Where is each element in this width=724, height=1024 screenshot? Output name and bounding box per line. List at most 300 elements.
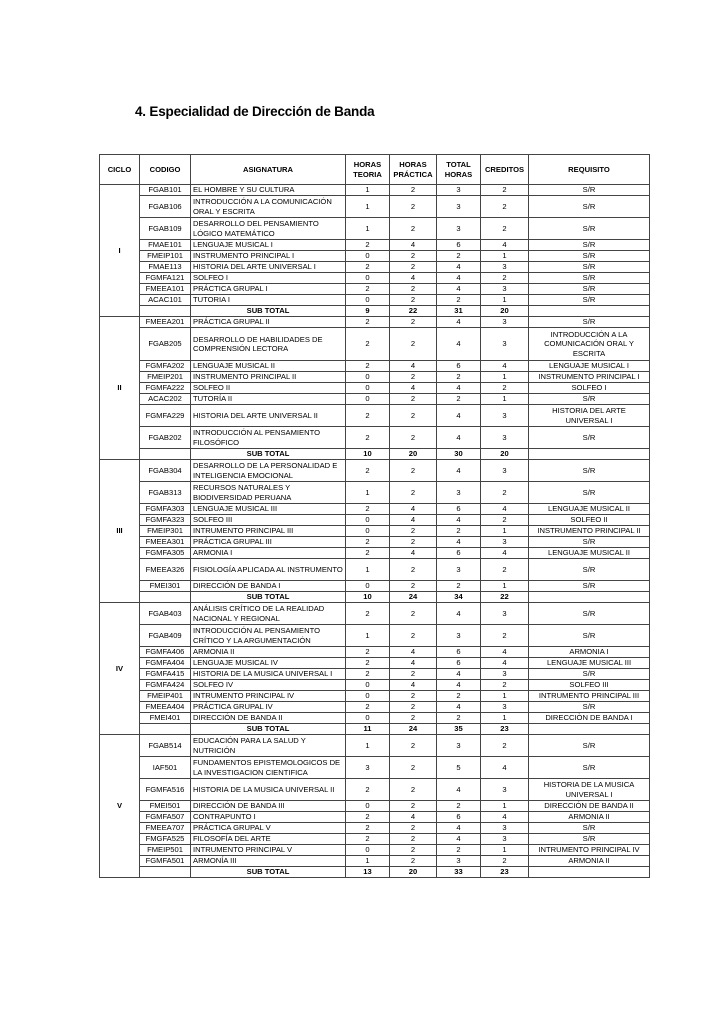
horas-practica-cell: 2 [390,834,437,845]
table-row [100,515,650,526]
horas-practica-cell: 2 [390,801,437,812]
horas-practica-cell: 2 [390,427,437,449]
table-row [100,361,650,372]
asignatura-cell: INTRUMENTO PRINCIPAL III [191,526,346,537]
creditos-cell: 3 [481,702,529,713]
horas-teoria-cell: 0 [346,713,390,724]
total-horas-cell: 4 [437,383,481,394]
horas-teoria-cell: 2 [346,812,390,823]
horas-practica-cell: 2 [390,779,437,801]
requisito-cell: S/R [529,757,650,779]
table-row [100,295,650,306]
table-row [100,262,650,273]
horas-practica-cell: 4 [390,383,437,394]
requisito-cell: S/R [529,262,650,273]
ciclo-cell: II [100,317,140,460]
creditos-cell: 4 [481,504,529,515]
total-horas-cell: 6 [437,647,481,658]
codigo-cell: FGMFA229 [140,405,191,427]
horas-teoria-cell: 2 [346,548,390,559]
requisito-cell: HISTORIA DEL ARTE UNIVERSAL I [529,405,650,427]
horas-teoria-cell: 0 [346,295,390,306]
creditos-cell: 2 [481,273,529,284]
horas-teoria-cell: 2 [346,603,390,625]
subtotal-row [100,306,650,317]
creditos-cell: 3 [481,405,529,427]
codigo-cell: FMEEA404 [140,702,191,713]
codigo-cell: FGMFA121 [140,273,191,284]
subtotal-horas-teoria: 10 [346,592,390,603]
codigo-cell: FGMFA222 [140,383,191,394]
subtotal-row [100,449,650,460]
asignatura-cell: PRÁCTICA GRUPAL IV [191,702,346,713]
table-row [100,427,650,449]
horas-practica-cell: 2 [390,394,437,405]
subtotal-total-horas: 31 [437,306,481,317]
horas-teoria-cell: 2 [346,361,390,372]
total-horas-cell: 3 [437,218,481,240]
asignatura-cell: FUNDAMENTOS EPISTEMOLOGICOS DE LA INVESTIGACION CIENTIFICA [191,757,346,779]
creditos-cell: 2 [481,185,529,196]
horas-teoria-cell: 3 [346,757,390,779]
codigo-cell: FMEIP401 [140,691,191,702]
asignatura-cell: LENGUAJE MUSICAL I [191,240,346,251]
horas-teoria-cell: 1 [346,735,390,757]
asignatura-cell: HISTORIA DEL ARTE UNIVERSAL I [191,262,346,273]
codigo-cell: ACAC202 [140,394,191,405]
total-horas-cell: 4 [437,702,481,713]
asignatura-cell: TUTORÍA II [191,394,346,405]
total-horas-cell: 4 [437,262,481,273]
total-horas-cell: 4 [437,460,481,482]
creditos-cell: 2 [481,559,529,581]
table-row [100,812,650,823]
creditos-cell: 1 [481,713,529,724]
subtotal-horas-teoria: 13 [346,867,390,878]
horas-teoria-cell: 2 [346,284,390,295]
subtotal-requisito-cell [529,724,650,735]
codigo-cell: FGMFA404 [140,658,191,669]
codigo-cell: FMEI301 [140,581,191,592]
requisito-cell: S/R [529,581,650,592]
creditos-cell: 4 [481,240,529,251]
total-horas-cell: 4 [437,537,481,548]
asignatura-cell: CONTRAPUNTO I [191,812,346,823]
horas-practica-cell: 2 [390,317,437,328]
codigo-cell: FMAE101 [140,240,191,251]
header-ciclo: CICLO [100,155,140,185]
horas-practica-cell: 2 [390,196,437,218]
codigo-cell: FMEI501 [140,801,191,812]
table-row [100,196,650,218]
codigo-cell: FGAB514 [140,735,191,757]
table-row [100,647,650,658]
horas-practica-cell: 2 [390,581,437,592]
horas-teoria-cell: 2 [346,328,390,361]
horas-practica-cell: 2 [390,405,437,427]
horas-practica-cell: 2 [390,603,437,625]
total-horas-cell: 2 [437,251,481,262]
requisito-cell: ARMONIA II [529,856,650,867]
asignatura-cell: DESARROLLO DEL PENSAMIENTO LÓGICO MATEMÁTICO [191,218,346,240]
creditos-cell: 2 [481,482,529,504]
curriculum-table [99,154,650,878]
creditos-cell: 2 [481,515,529,526]
horas-practica-cell: 2 [390,845,437,856]
creditos-cell: 3 [481,328,529,361]
creditos-cell: 1 [481,526,529,537]
horas-teoria-cell: 0 [346,691,390,702]
asignatura-cell: HISTORIA DEL ARTE UNIVERSAL II [191,405,346,427]
header-codigo: CODIGO [140,155,191,185]
codigo-cell: FMEIP501 [140,845,191,856]
requisito-cell: S/R [529,427,650,449]
table-row [100,757,650,779]
horas-teoria-cell: 0 [346,372,390,383]
table-row [100,603,650,625]
horas-practica-cell: 4 [390,273,437,284]
horas-practica-cell: 2 [390,284,437,295]
total-horas-cell: 5 [437,757,481,779]
horas-practica-cell: 4 [390,548,437,559]
horas-teoria-cell: 1 [346,856,390,867]
horas-practica-cell: 4 [390,647,437,658]
total-horas-cell: 4 [437,779,481,801]
creditos-cell: 3 [481,779,529,801]
subtotal-horas-practica: 24 [390,724,437,735]
total-horas-cell: 6 [437,361,481,372]
requisito-cell: S/R [529,537,650,548]
subtotal-requisito-cell [529,867,650,878]
asignatura-cell: DIRECCIÓN DE BANDA I [191,581,346,592]
codigo-cell: FGMFA424 [140,680,191,691]
codigo-cell: FGAB101 [140,185,191,196]
subtotal-codigo-cell [140,867,191,878]
codigo-cell: FMEEA101 [140,284,191,295]
codigo-cell: FGMFA323 [140,515,191,526]
asignatura-cell: ARMONIA I [191,548,346,559]
total-horas-cell: 4 [437,680,481,691]
requisito-cell: LENGUAJE MUSICAL II [529,548,650,559]
subtotal-row [100,592,650,603]
codigo-cell: FGAB409 [140,625,191,647]
horas-teoria-cell: 2 [346,647,390,658]
requisito-cell: S/R [529,251,650,262]
subtotal-creditos: 20 [481,306,529,317]
codigo-cell: FGMFA516 [140,779,191,801]
asignatura-cell: INSTRUMENTO PRINCIPAL II [191,372,346,383]
subtotal-requisito-cell [529,449,650,460]
requisito-cell: INSTRUMENTO PRINCIPAL I [529,372,650,383]
ciclo-cell: V [100,735,140,878]
creditos-cell: 4 [481,361,529,372]
codigo-cell: FMEI401 [140,713,191,724]
horas-teoria-cell: 2 [346,317,390,328]
requisito-cell: S/R [529,394,650,405]
horas-teoria-cell: 0 [346,581,390,592]
creditos-cell: 3 [481,669,529,680]
requisito-cell: S/R [529,735,650,757]
requisito-cell: LENGUAJE MUSICAL II [529,504,650,515]
codigo-cell: ACAC101 [140,295,191,306]
subtotal-requisito-cell [529,306,650,317]
subtotal-horas-teoria: 10 [346,449,390,460]
horas-teoria-cell: 0 [346,801,390,812]
total-horas-cell: 3 [437,196,481,218]
requisito-cell: S/R [529,559,650,581]
codigo-cell: FGAB313 [140,482,191,504]
horas-practica-cell: 2 [390,625,437,647]
total-horas-cell: 4 [437,317,481,328]
table-row [100,669,650,680]
asignatura-cell: ANÁLISIS CRÍTICO DE LA REALIDAD NACIONAL Y REGIONAL [191,603,346,625]
table-row [100,834,650,845]
horas-practica-cell: 2 [390,372,437,383]
subtotal-label: SUB TOTAL [191,306,346,317]
table-row [100,251,650,262]
table-row [100,185,650,196]
total-horas-cell: 3 [437,482,481,504]
codigo-cell: FGAB202 [140,427,191,449]
asignatura-cell: DESARROLLO DE LA PERSONALIDAD E INTELIGENCIA EMOCIONAL [191,460,346,482]
creditos-cell: 4 [481,757,529,779]
horas-practica-cell: 2 [390,691,437,702]
subtotal-creditos: 23 [481,724,529,735]
total-horas-cell: 2 [437,801,481,812]
horas-teoria-cell: 2 [346,702,390,713]
creditos-cell: 3 [481,317,529,328]
subtotal-label: SUB TOTAL [191,592,346,603]
total-horas-cell: 4 [437,284,481,295]
horas-teoria-cell: 1 [346,482,390,504]
subtotal-horas-practica: 20 [390,867,437,878]
table-row [100,383,650,394]
horas-practica-cell: 2 [390,460,437,482]
horas-teoria-cell: 0 [346,273,390,284]
total-horas-cell: 2 [437,295,481,306]
requisito-cell: LENGUAJE MUSICAL III [529,658,650,669]
total-horas-cell: 2 [437,394,481,405]
requisito-cell: S/R [529,196,650,218]
asignatura-cell: INTRUMENTO PRINCIPAL V [191,845,346,856]
total-horas-cell: 4 [437,603,481,625]
table-row [100,394,650,405]
subtotal-horas-practica: 20 [390,449,437,460]
subtotal-creditos: 20 [481,449,529,460]
table-row [100,284,650,295]
asignatura-cell: DIRECCIÓN DE BANDA III [191,801,346,812]
asignatura-cell: PRÁCTICA GRUPAL V [191,823,346,834]
table-row [100,537,650,548]
subtotal-codigo-cell [140,306,191,317]
ciclo-cell: I [100,185,140,317]
creditos-cell: 3 [481,284,529,295]
horas-teoria-cell: 2 [346,658,390,669]
asignatura-cell: ARMONÍA III [191,856,346,867]
subtotal-total-horas: 33 [437,867,481,878]
subtotal-total-horas: 34 [437,592,481,603]
asignatura-cell: PRÁCTICA GRUPAL II [191,317,346,328]
total-horas-cell: 2 [437,845,481,856]
horas-practica-cell: 2 [390,526,437,537]
horas-practica-cell: 4 [390,361,437,372]
table-row [100,460,650,482]
table-row [100,801,650,812]
subtotal-row [100,867,650,878]
subtotal-creditos: 23 [481,867,529,878]
codigo-cell: FGMFA303 [140,504,191,515]
table-row [100,658,650,669]
table-row [100,273,650,284]
horas-teoria-cell: 0 [346,394,390,405]
codigo-cell: FMEEA326 [140,559,191,581]
horas-teoria-cell: 0 [346,526,390,537]
subtotal-label: SUB TOTAL [191,449,346,460]
subtotal-label: SUB TOTAL [191,867,346,878]
table-row [100,317,650,328]
asignatura-cell: HISTORIA DE LA MUSICA UNIVERSAL II [191,779,346,801]
horas-practica-cell: 2 [390,251,437,262]
asignatura-cell: INSTRUMENTO PRINCIPAL I [191,251,346,262]
asignatura-cell: SOLFEO I [191,273,346,284]
requisito-cell: INTRUMENTO PRINCIPAL IV [529,845,650,856]
creditos-cell: 4 [481,548,529,559]
horas-teoria-cell: 1 [346,625,390,647]
horas-teoria-cell: 2 [346,427,390,449]
codigo-cell: FMEEA301 [140,537,191,548]
horas-teoria-cell: 1 [346,196,390,218]
table-row [100,845,650,856]
horas-teoria-cell: 2 [346,460,390,482]
horas-teoria-cell: 2 [346,823,390,834]
ciclo-cell: III [100,460,140,603]
creditos-cell: 3 [481,603,529,625]
requisito-cell: S/R [529,702,650,713]
total-horas-cell: 2 [437,526,481,537]
requisito-cell: INSTRUMENTO PRINCIPAL II [529,526,650,537]
asignatura-cell: TUTORIA I [191,295,346,306]
requisito-cell: S/R [529,185,650,196]
horas-practica-cell: 4 [390,515,437,526]
subtotal-codigo-cell [140,592,191,603]
table-row [100,823,650,834]
requisito-cell: SOLFEO II [529,515,650,526]
horas-teoria-cell: 1 [346,218,390,240]
horas-teoria-cell: 0 [346,251,390,262]
horas-practica-cell: 2 [390,537,437,548]
subtotal-row [100,724,650,735]
requisito-cell: S/R [529,482,650,504]
horas-teoria-cell: 1 [346,185,390,196]
asignatura-cell: EL HOMBRE Y SU CULTURA [191,185,346,196]
total-horas-cell: 6 [437,658,481,669]
requisito-cell: HISTORIA DE LA MUSICA UNIVERSAL I [529,779,650,801]
total-horas-cell: 3 [437,856,481,867]
codigo-cell: FGAB109 [140,218,191,240]
codigo-cell: FGAB403 [140,603,191,625]
horas-teoria-cell: 0 [346,845,390,856]
codigo-cell: FMAE113 [140,262,191,273]
asignatura-cell: SOLFEO IV [191,680,346,691]
requisito-cell: ARMONIA I [529,647,650,658]
table-row [100,218,650,240]
total-horas-cell: 3 [437,185,481,196]
requisito-cell: S/R [529,823,650,834]
asignatura-cell: LENGUAJE MUSICAL II [191,361,346,372]
requisito-cell: INTRODUCCIÓN A LA COMUNICACIÓN ORAL Y ESCRITA [529,328,650,361]
asignatura-cell: DIRECCIÓN DE BANDA II [191,713,346,724]
requisito-cell: DIRECCIÒN DE BANDA I [529,713,650,724]
requisito-cell: INTRUMENTO PRINCIPAL III [529,691,650,702]
requisito-cell: S/R [529,834,650,845]
requisito-cell: DIRECCIÓN DE BANDA II [529,801,650,812]
horas-teoria-cell: 0 [346,383,390,394]
asignatura-cell: DESARROLLO DE HABILIDADES DE COMPRENSIÓN LECTORA [191,328,346,361]
horas-practica-cell: 4 [390,680,437,691]
creditos-cell: 3 [481,537,529,548]
total-horas-cell: 6 [437,240,481,251]
codigo-cell: FGAB205 [140,328,191,361]
creditos-cell: 2 [481,625,529,647]
codigo-cell: FGMFA415 [140,669,191,680]
codigo-cell: FMEIP101 [140,251,191,262]
subtotal-horas-practica: 22 [390,306,437,317]
subtotal-horas-teoria: 11 [346,724,390,735]
horas-teoria-cell: 0 [346,515,390,526]
codigo-cell: IAF501 [140,757,191,779]
section-heading: 4. Especialidad de Dirección de Banda [135,104,375,119]
table-row [100,856,650,867]
requisito-cell: S/R [529,460,650,482]
creditos-cell: 3 [481,262,529,273]
total-horas-cell: 2 [437,372,481,383]
horas-practica-cell: 2 [390,702,437,713]
asignatura-cell: INTRODUCCIÓN AL PENSAMIENTO CRÍTICO Y LA ARGUMENTACIÓN [191,625,346,647]
subtotal-total-horas: 30 [437,449,481,460]
horas-teoria-cell: 2 [346,504,390,515]
total-horas-cell: 4 [437,405,481,427]
horas-teoria-cell: 1 [346,559,390,581]
requisito-cell: S/R [529,295,650,306]
horas-practica-cell: 2 [390,328,437,361]
horas-teoria-cell: 2 [346,834,390,845]
codigo-cell: FMGFA525 [140,834,191,845]
table-row [100,702,650,713]
horas-practica-cell: 2 [390,856,437,867]
total-horas-cell: 3 [437,559,481,581]
horas-practica-cell: 2 [390,218,437,240]
creditos-cell: 2 [481,735,529,757]
total-horas-cell: 2 [437,581,481,592]
header-horas-practica: HORAS PRÁCTICA [390,155,437,185]
asignatura-cell: HISTORIA DE LA MUSICA UNIVERSAL I [191,669,346,680]
creditos-cell: 1 [481,251,529,262]
horas-practica-cell: 2 [390,735,437,757]
creditos-cell: 2 [481,218,529,240]
subtotal-horas-practica: 24 [390,592,437,603]
codigo-cell: FGMFA501 [140,856,191,867]
asignatura-cell: PRÁCTICA GRUPAL I [191,284,346,295]
creditos-cell: 2 [481,680,529,691]
creditos-cell: 3 [481,427,529,449]
codigo-cell: FMEEA707 [140,823,191,834]
table-row [100,405,650,427]
codigo-cell: FGMFA406 [140,647,191,658]
total-horas-cell: 4 [437,328,481,361]
subtotal-codigo-cell [140,449,191,460]
horas-practica-cell: 2 [390,185,437,196]
subtotal-creditos: 22 [481,592,529,603]
